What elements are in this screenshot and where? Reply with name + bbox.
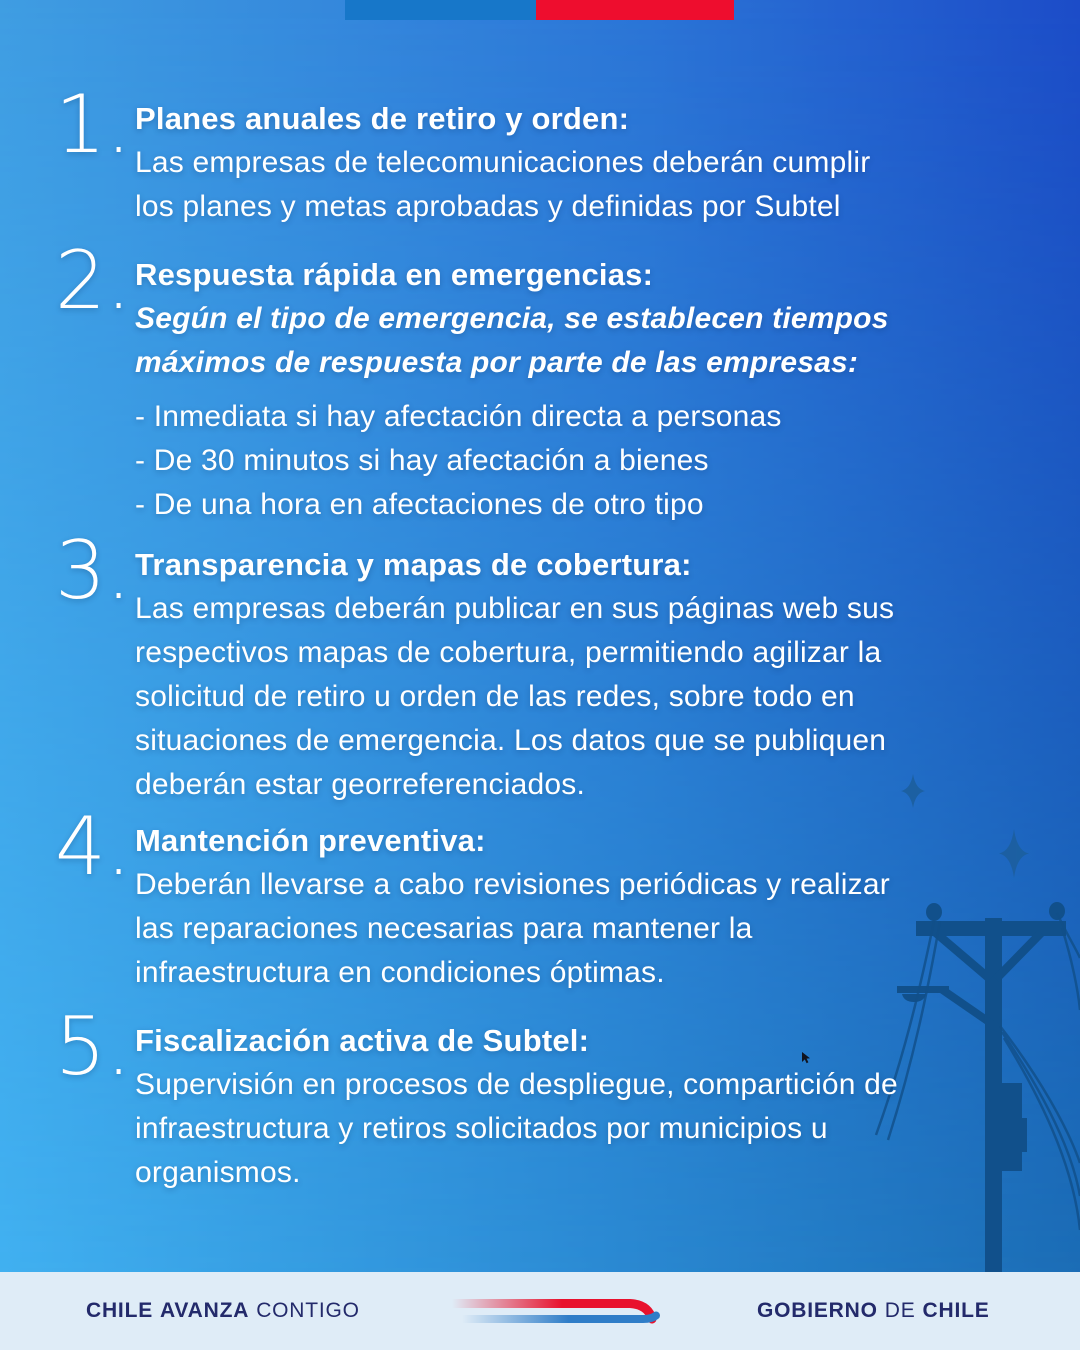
item-body: [135, 141, 1080, 229]
item-number: 5.: [55, 1000, 132, 1093]
text-line: infraestructura y retiros solicitados por municipios u: [135, 1112, 828, 1145]
footer-bar: [0, 1272, 1080, 1350]
list-item-2: [0, 234, 1080, 527]
text-line: organismos.: [135, 1156, 301, 1189]
list-item-1: [0, 78, 1080, 229]
flag-bar-blue: [345, 0, 536, 20]
brand-word: CHILE: [922, 1299, 990, 1322]
text-line: Las empresas deberán publicar en sus páginas web sus: [135, 592, 895, 625]
item-number: 2.: [55, 234, 132, 327]
gobierno-flag-swoosh-logo: [440, 1296, 664, 1326]
text-line: respectivos mapas de cobertura, permitiendo agilizar la: [135, 636, 882, 669]
item-title: Fiscalización activa de Subtel:: [135, 1023, 590, 1058]
brand-word: CHILE: [86, 1299, 153, 1322]
brand-word: DE: [884, 1299, 916, 1322]
brand-word: CONTIGO: [256, 1299, 360, 1322]
list-item-5: [0, 1000, 1080, 1195]
flag-bar-red: [536, 0, 734, 20]
item-title: Planes anuales de retiro y orden:: [135, 101, 630, 136]
brand-gobierno-de-chile: [757, 1299, 990, 1323]
text-line: deberán estar georreferenciados.: [135, 768, 586, 801]
text-line: las reparaciones necesarias para mantener la: [135, 912, 753, 945]
brand-word: AVANZA: [160, 1299, 250, 1322]
text-line: - Inmediata si hay afectación directa a personas: [135, 400, 782, 433]
item-title: Mantención preventiva:: [135, 823, 486, 858]
item-title: Respuesta rápida en emergencias:: [135, 257, 654, 292]
item-title: Transparencia y mapas de cobertura:: [135, 547, 692, 582]
item-number: 3.: [55, 524, 132, 617]
item-body: [135, 297, 1080, 385]
text-line: - De una hora en afectaciones de otro tipo: [135, 488, 704, 521]
item-body: [135, 1063, 1080, 1195]
bullet-list: [135, 395, 1080, 527]
item-body: [135, 863, 1080, 995]
item-body: [135, 587, 1080, 807]
text-line: situaciones de emergencia. Los datos que se publiquen: [135, 724, 887, 757]
text-line: Las empresas de telecomunicaciones deberán cumplir: [135, 146, 871, 179]
list-item-4: [0, 800, 1080, 995]
text-line: infraestructura en condiciones óptimas.: [135, 956, 665, 989]
text-line: Según el tipo de emergencia, se establecen tiempos: [135, 302, 889, 335]
brand-chile-avanza-contigo: [86, 1299, 360, 1323]
text-line: los planes y metas aprobadas y definidas por Subtel: [135, 190, 841, 223]
text-line: - De 30 minutos si hay afectación a bienes: [135, 444, 709, 477]
item-number: 4.: [55, 800, 132, 893]
text-line: solicitud de retiro u orden de las redes, sobre todo en: [135, 680, 855, 713]
item-number: 1.: [55, 78, 132, 171]
mouse-cursor-icon: [802, 1052, 812, 1064]
list-item-3: [0, 524, 1080, 807]
text-line: Supervisión en procesos de despliegue, compartición de: [135, 1068, 898, 1101]
text-line: máximos de respuesta por parte de las empresas:: [135, 346, 859, 379]
text-line: Deberán llevarse a cabo revisiones periódicas y realizar: [135, 868, 890, 901]
brand-word: GOBIERNO: [757, 1299, 878, 1322]
